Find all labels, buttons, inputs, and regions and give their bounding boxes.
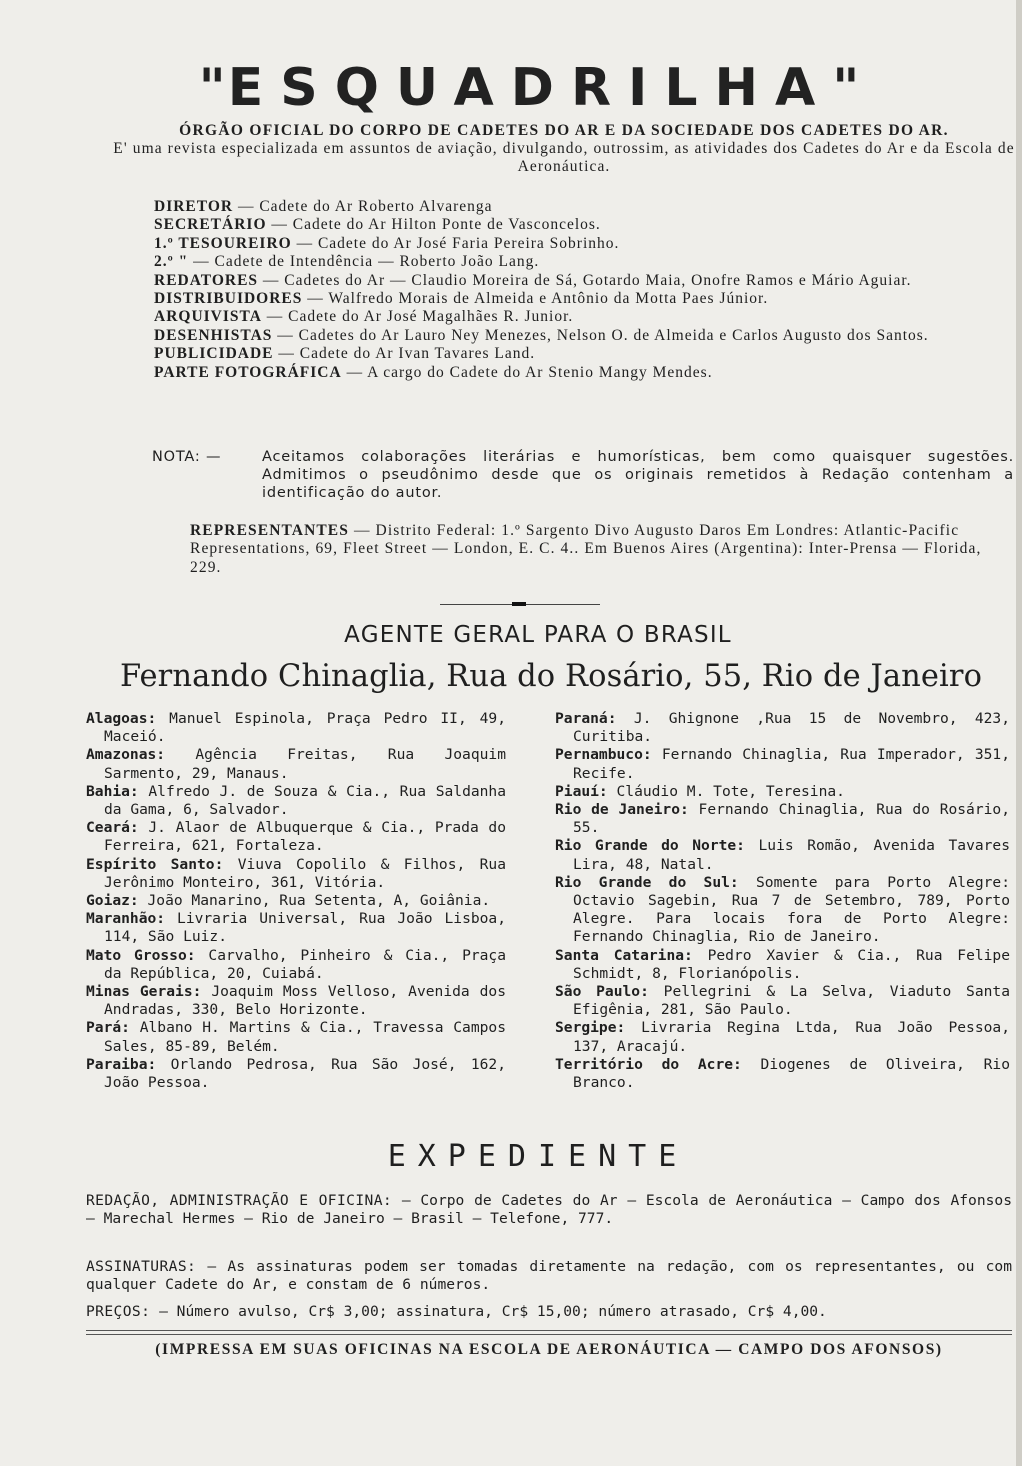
- agent-address: J. Alaor de Albuquerque & Cia., Prada do Ferreira, 621, Fortaleza.: [104, 819, 506, 855]
- agent-entry: [555, 1019, 1010, 1055]
- expediente-assinaturas: [86, 1258, 1012, 1294]
- staff-row: [154, 345, 1016, 363]
- redacao-text: — Corpo de Cadetes do Ar — Escola de Aeronáutica — Campo dos Afonsos — Marechal Hermes — Rio de Janeiro — Brasil — Telefone, 777.: [86, 1192, 1012, 1227]
- representantes-text: — Distrito Federal: 1.º Sargento Divo Augusto Daros Em Londres: Atlantic-Pacific Representations, 69, Fleet Street — London, E. C. 4.. Em Buenos Aires (Argentina): Inter-Prensa — Florida, 229.: [190, 522, 982, 576]
- agent-heading: AGENTE GERAL PARA O BRASIL: [344, 622, 732, 648]
- agent-state: Mato Grosso:: [86, 946, 196, 964]
- staff-row: [154, 235, 1016, 253]
- redacao-label: REDAÇÃO, ADMINISTRAÇÃO E OFICINA:: [86, 1192, 393, 1209]
- agent-address: João Manarino, Rua Setenta, A, Goiânia.: [138, 892, 491, 910]
- staff-name: — Cadete do Ar Hilton Ponte de Vasconcelos.: [271, 216, 601, 234]
- masthead-title: [150, 58, 910, 118]
- staff-role: ARQUIVISTA: [154, 308, 262, 326]
- agent-address: Alfredo J. de Souza & Cia., Rua Saldanha da Gama, 6, Salvador.: [104, 782, 506, 819]
- agent-state: Paraiba:: [86, 1055, 157, 1073]
- staff-row: [154, 272, 1016, 290]
- agent-address: Agência Freitas, Rua Joaquim Sarmento, 29, Manaus.: [104, 746, 506, 782]
- agents-right-column: [555, 710, 1010, 1092]
- agent-address: Manuel Espinola, Praça Pedro II, 49, Maceió.: [104, 710, 506, 746]
- assinaturas-text: — As assinaturas podem ser tomadas diretamente na redação, com os representantes, ou com qualquer Cadete do Ar, e constam de 6 números.: [86, 1258, 1012, 1293]
- staff-role: PUBLICIDADE: [154, 345, 274, 363]
- agent-entry: [86, 1056, 506, 1092]
- agent-address: Livraria Universal, Rua João Lisboa, 114, São Luiz.: [104, 910, 506, 946]
- staff-list: [154, 198, 1016, 382]
- divider-ornament: [512, 602, 526, 606]
- agent-address: Fernando Chinaglia, Rua do Rosário, 55.: [573, 801, 1010, 837]
- agent-state: Maranhão:: [86, 910, 166, 928]
- tagline-description: E' uma revista especializada em assuntos de aviação, divulgando, outrossim, as atividades dos Cadetes do Ar e da Escola de Aeronáutica.: [113, 140, 1015, 175]
- agent-state: Goiaz:: [86, 892, 139, 910]
- representantes-block: [190, 522, 1012, 577]
- expediente-redacao: [86, 1192, 1012, 1228]
- agent-main: Fernando Chinaglia, Rua do Rosário, 55, Rio de Janeiro: [119, 659, 983, 694]
- agent-state: Espírito Santo:: [86, 855, 224, 873]
- agent-state: Pernambuco:: [555, 746, 652, 764]
- staff-row: [154, 216, 1016, 234]
- agents-left-column: [86, 710, 506, 1092]
- agent-state: Bahia:: [86, 782, 139, 800]
- staff-row: [154, 290, 1016, 308]
- staff-role: DISTRIBUIDORES: [154, 290, 303, 308]
- agent-state: Santa Catarina:: [555, 946, 693, 964]
- page-edge: [1016, 0, 1022, 1466]
- agent-address: Pedro Xavier & Cia., Rua Felipe Schmidt, 8, Florianópolis.: [573, 946, 1010, 982]
- agent-entry: [555, 874, 1010, 947]
- agent-address: Diogenes de Oliveira, Rio Branco.: [573, 1055, 1010, 1092]
- staff-name: — Cadetes do Ar Lauro Ney Menezes, Nelson O. de Almeida e Carlos Augusto dos Santos.: [277, 326, 929, 344]
- agent-state: Rio de Janeiro:: [555, 801, 689, 819]
- agent-entry: [555, 947, 1010, 983]
- representantes-label: REPRESENTANTES: [190, 522, 349, 539]
- double-rule-top: [86, 1330, 1012, 1331]
- agent-entry: [86, 783, 506, 819]
- precos-label: PREÇOS:: [86, 1303, 151, 1320]
- staff-role: PARTE FOTOGRÁFICA: [154, 363, 342, 381]
- agent-entry: [86, 892, 506, 910]
- agent-address: Luis Romão, Avenida Tavares Lira, 48, Natal.: [573, 837, 1010, 873]
- agent-entry: [555, 746, 1010, 782]
- tagline: [112, 122, 1016, 176]
- agent-address: Cláudio M. Tote, Teresina.: [607, 782, 845, 800]
- agent-state: Rio Grande do Norte:: [555, 837, 745, 855]
- agent-address: Somente para Porto Alegre: Octavio Sagebin, Rua 7 de Setembro, 789, Porto Alegre. Para locais fora de Porto Alegre: Fernando Chinaglia, Rio de Janeiro.: [573, 873, 1010, 946]
- agent-state: Piauí:: [555, 782, 608, 800]
- agent-state: Pará:: [86, 1019, 130, 1037]
- staff-role: 2.º ": [154, 253, 189, 271]
- agent-address: Fernando Chinaglia, Rua Imperador, 351, Recife.: [573, 746, 1010, 782]
- printer-footer: (IMPRESSA EM SUAS OFICINAS NA ESCOLA DE AERONÁUTICA — CAMPO DOS AFONSOS): [155, 1341, 943, 1358]
- tagline-official: ÓRGÃO OFICIAL DO CORPO DE CADETES DO AR E DA SOCIEDADE DOS CADETES DO AR.: [179, 122, 949, 139]
- nota-label: NOTA: —: [152, 449, 222, 465]
- staff-role: DIRETOR: [154, 198, 234, 215]
- agent-state: Sergipe:: [555, 1019, 626, 1037]
- staff-name: — Cadete do Ar José Magalhães R. Junior.: [266, 308, 574, 326]
- agent-entry: [555, 710, 1010, 746]
- masthead-name: ESQUADRILHA: [227, 58, 833, 118]
- agent-state: Território do Acre:: [555, 1055, 742, 1073]
- agent-address: Albano H. Martins & Cia., Travessa Campos Sales, 85-89, Belém.: [104, 1019, 506, 1055]
- nota-text: Aceitamos colaborações literárias e humorísticas, bem como quaisquer sugestões. Admitimos o pseudônimo desde que os originais remetidos à Redação contenham a identificação do autor.: [262, 449, 1014, 501]
- masthead-open-quote: ": [198, 58, 228, 118]
- staff-row: [154, 364, 1016, 382]
- staff-role: REDATORES: [154, 271, 259, 289]
- staff-name: — Walfredo Morais de Almeida e Antônio da Motta Paes Júnior.: [307, 290, 769, 308]
- agent-entry: [555, 837, 1010, 873]
- staff-name: — Cadete do Ar Roberto Alvarenga: [237, 198, 493, 215]
- precos-text: — Número avulso, Cr$ 3,00; assinatura, Cr$ 15,00; número atrasado, Cr$ 4,00.: [150, 1303, 827, 1320]
- agent-entry: [555, 983, 1010, 1019]
- agent-entry: [555, 783, 1010, 801]
- agent-state: São Paulo:: [555, 983, 649, 1001]
- expediente-heading: EXPEDIENTE: [387, 1139, 689, 1174]
- expediente-precos: [86, 1303, 1012, 1321]
- staff-row: [154, 327, 1016, 345]
- agent-state: Minas Gerais:: [86, 983, 202, 1001]
- agent-entry: [86, 710, 506, 746]
- agent-state: Ceará:: [86, 819, 139, 837]
- agent-entry: [86, 910, 506, 946]
- agent-entry: [86, 746, 506, 782]
- agent-state: Alagoas:: [86, 710, 157, 727]
- agent-state: Amazonas:: [86, 746, 166, 764]
- staff-name: — Cadete do Ar Ivan Tavares Land.: [278, 345, 536, 363]
- staff-name: — Cadetes do Ar — Claudio Moreira de Sá, Gotardo Maia, Onofre Ramos e Mário Aguiar.: [262, 271, 912, 289]
- staff-row: [154, 308, 1016, 326]
- agent-entry: [555, 1056, 1010, 1092]
- agent-address: Orlando Pedrosa, Rua São José, 162, João Pessoa.: [104, 1055, 506, 1092]
- agent-entry: [86, 1019, 506, 1055]
- assinaturas-label: ASSINATURAS:: [86, 1258, 197, 1275]
- staff-name: — Cadete do Ar José Faria Pereira Sobrinho.: [296, 234, 620, 252]
- staff-role: SECRETÁRIO: [154, 216, 267, 234]
- agent-state: Paraná:: [555, 710, 617, 727]
- agent-entry: [86, 947, 506, 983]
- staff-row: [154, 198, 1016, 216]
- staff-name: — A cargo do Cadete do Ar Stenio Mangy Mendes.: [346, 363, 713, 381]
- staff-name: — Cadete de Intendência — Roberto João Lang.: [193, 253, 540, 271]
- double-rule-bottom: [86, 1334, 1012, 1335]
- staff-row: [154, 253, 1016, 271]
- agent-entry: [86, 983, 506, 1019]
- agent-address: J. Ghignone ,Rua 15 de Novembro, 423, Curitiba.: [573, 710, 1010, 746]
- masthead-close-quote: ": [832, 58, 862, 118]
- agent-entry: [555, 801, 1010, 837]
- agent-address: Pellegrini & La Selva, Viaduto Santa Efigênia, 281, São Paulo.: [573, 983, 1010, 1019]
- agent-entry: [86, 856, 506, 892]
- agent-address: Livraria Regina Ltda, Rua João Pessoa, 137, Aracajú.: [573, 1019, 1010, 1055]
- staff-role: 1.º TESOUREIRO: [154, 234, 292, 252]
- agent-entry: [86, 819, 506, 855]
- staff-role: DESENHISTAS: [154, 326, 273, 344]
- agent-state: Rio Grande do Sul:: [555, 873, 739, 891]
- agent-address: Joaquim Moss Velloso, Avenida dos Andradas, 330, Belo Horizonte.: [104, 983, 506, 1019]
- agent-address: Carvalho, Pinheiro & Cia., Praça da República, 20, Cuiabá.: [104, 946, 506, 982]
- agent-address: Viuva Copolilo & Filhos, Rua Jerônimo Monteiro, 361, Vitória.: [104, 855, 506, 891]
